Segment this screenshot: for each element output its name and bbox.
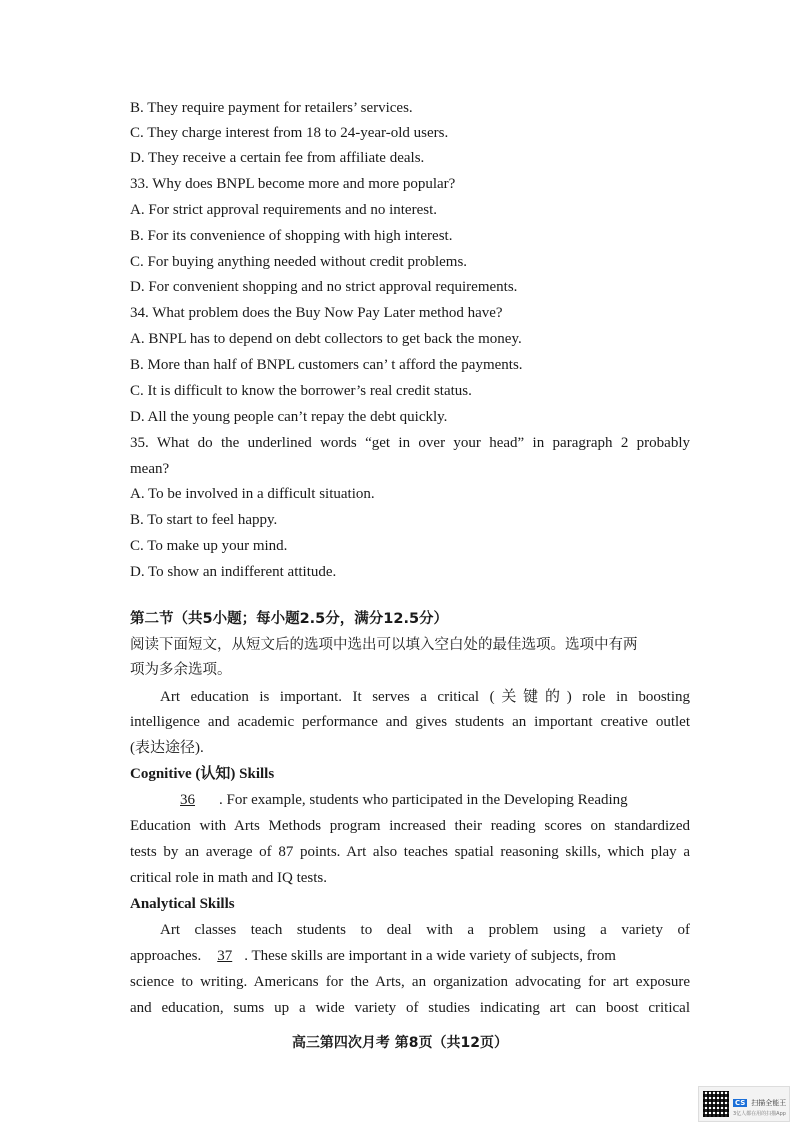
passage-intro-line2: intelligence and academic performance and gives students an important creative outlet (130, 714, 690, 730)
q35-option-c: C. To make up your mind. (130, 538, 288, 554)
heading-analytical-skills: Analytical Skills (130, 896, 235, 912)
passage-p1-line1 (158, 790, 690, 810)
passage-p2-line4: and education, sums up a wide variety of studies indicating art can boost critical (130, 1000, 690, 1016)
blank-36: 36 (180, 792, 195, 808)
passage-p1-line4: critical role in math and IQ tests. (130, 870, 328, 886)
passage-intro-line3: (表达途径). (130, 740, 204, 756)
passage-p1-line3: tests by an average of 87 points. Art also teaches spatial reasoning skills, which play a (130, 844, 690, 860)
passage-p1-line1-text: . For example, students who participated in the Developing Reading (219, 792, 628, 808)
watermark-text (733, 1092, 786, 1117)
passage-intro-line1: Art education is important. It serves a critical (关键的) role in boosting (160, 689, 690, 705)
q34-option-b: B. More than half of BNPL customers can’ t afford the payments. (130, 357, 523, 373)
section2-heading: 第二节（共5小题；每小题2.5分，满分12.5分） (130, 611, 449, 627)
q33-option-b: B. For its convenience of shopping with high interest. (130, 228, 453, 244)
q35-option-a: A. To be involved in a difficult situation. (130, 486, 375, 502)
q33-option-c: C. For buying anything needed without credit problems. (130, 254, 468, 270)
watermark-title: 扫描全能王 (751, 1098, 787, 1107)
blank-37: 37 (217, 948, 233, 964)
passage-p2-line1: Art classes teach students to deal with a problem using a variety of (160, 922, 690, 938)
q33-option-d: D. For convenient shopping and no strict approval requirements. (130, 279, 518, 295)
passage-p2-line2-pre: approaches. (130, 948, 202, 964)
section2-instruction-line1: 阅读下面短文，从短文后的选项中选出可以填入空白处的最佳选项。选项中有两 (130, 637, 638, 653)
q32-option-d: D. They receive a certain fee from affiliate deals. (130, 150, 425, 166)
passage-p1-line2: Education with Arts Methods program increased their reading scores on standardized (130, 818, 690, 834)
q33-option-a: A. For strict approval requirements and no interest. (130, 202, 438, 218)
q35-option-d: D. To show an indifferent attitude. (130, 564, 337, 580)
q35-question-line1: 35. What do the underlined words “get in over your head” in paragraph 2 probably (130, 435, 690, 451)
scanner-watermark (698, 1086, 790, 1122)
passage-p2-line3: science to writing. Americans for the Arts, an organization advocating for art exposure (130, 974, 690, 990)
q34-option-d: D. All the young people can’t repay the debt quickly. (130, 409, 448, 425)
section2-instruction-line2: 项为多余选项。 (130, 662, 232, 678)
heading-cognitive-skills: Cognitive (认知) Skills (130, 766, 275, 782)
q32-option-b: B. They require payment for retailers’ services. (130, 100, 413, 116)
q35-option-b: B. To start to feel happy. (130, 512, 278, 528)
page-footer: 高三第四次月考 第8页（共12页） (291, 1035, 509, 1051)
q35-question-line2: mean? (130, 461, 170, 477)
watermark-subtitle: 3亿人都在用的扫描App (733, 1110, 786, 1117)
q34-option-c: C. It is difficult to know the borrower’s real credit status. (130, 383, 472, 399)
q34-option-a: A. BNPL has to depend on debt collectors to get back the money. (130, 331, 522, 347)
q32-option-c: C. They charge interest from 18 to 24-year-old users. (130, 125, 449, 141)
qr-code-icon (703, 1091, 729, 1117)
passage-p2-line2-text: . These skills are important in a wide variety of subjects, from (244, 948, 616, 964)
q33-question: 33. Why does BNPL become more and more popular? (130, 176, 456, 192)
q34-question: 34. What problem does the Buy Now Pay Later method have? (130, 305, 503, 321)
cs-badge: CS (735, 1098, 746, 1107)
passage-p2-line2 (130, 946, 690, 966)
